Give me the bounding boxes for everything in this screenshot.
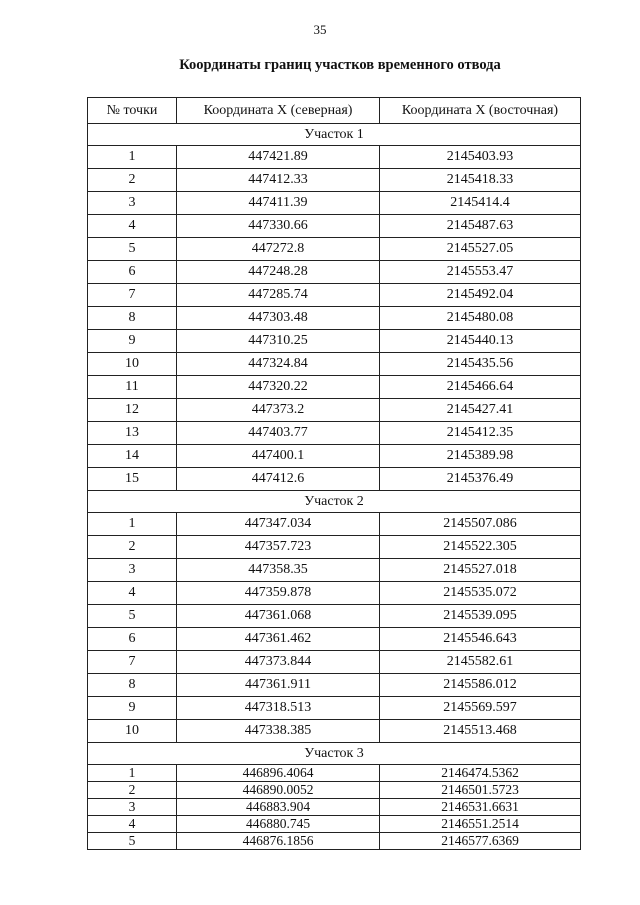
point-number-cell: 5 xyxy=(88,605,177,628)
table-row xyxy=(88,422,581,445)
table-row xyxy=(88,468,581,491)
table-row xyxy=(88,215,581,238)
point-number-cell: 4 xyxy=(88,582,177,605)
north-coordinate-cell: 447285.74 xyxy=(177,284,380,307)
point-number-cell: 14 xyxy=(88,445,177,468)
east-coordinate-cell: 2145586.012 xyxy=(380,674,581,697)
east-coordinate-cell: 2145553.47 xyxy=(380,261,581,284)
point-number-cell: 6 xyxy=(88,628,177,651)
point-number-cell: 10 xyxy=(88,353,177,376)
point-number-cell: 9 xyxy=(88,697,177,720)
east-coordinate-cell: 2145487.63 xyxy=(380,215,581,238)
section-row xyxy=(88,743,581,765)
east-coordinate-cell: 2145535.072 xyxy=(380,582,581,605)
north-coordinate-cell: 447330.66 xyxy=(177,215,380,238)
table-row xyxy=(88,816,581,833)
table-row xyxy=(88,697,581,720)
table-row xyxy=(88,765,581,782)
point-number-cell: 2 xyxy=(88,536,177,559)
north-coordinate-cell: 447347.034 xyxy=(177,513,380,536)
north-coordinate-cell: 447361.911 xyxy=(177,674,380,697)
point-number-cell: 4 xyxy=(88,816,177,833)
point-number-cell: 3 xyxy=(88,799,177,816)
east-coordinate-cell: 2145539.095 xyxy=(380,605,581,628)
east-coordinate-cell: 2145546.643 xyxy=(380,628,581,651)
point-number-cell: 2 xyxy=(88,782,177,799)
east-coordinate-cell: 2146551.2514 xyxy=(380,816,581,833)
east-coordinate-cell: 2145414.4 xyxy=(380,192,581,215)
east-coordinate-cell: 2146474.5362 xyxy=(380,765,581,782)
point-number-cell: 3 xyxy=(88,192,177,215)
section-title: Участок 3 xyxy=(88,743,581,765)
east-coordinate-cell: 2145376.49 xyxy=(380,468,581,491)
east-coordinate-cell: 2146577.6369 xyxy=(380,833,581,850)
east-coordinate-cell: 2146531.6631 xyxy=(380,799,581,816)
north-coordinate-cell: 446883.904 xyxy=(177,799,380,816)
north-coordinate-cell: 447248.28 xyxy=(177,261,380,284)
document-title: Координаты границ участков временного отвода xyxy=(179,57,501,73)
table-row xyxy=(88,651,581,674)
north-coordinate-cell: 447411.39 xyxy=(177,192,380,215)
north-coordinate-cell: 447373.844 xyxy=(177,651,380,674)
north-coordinate-cell: 447361.462 xyxy=(177,628,380,651)
north-coordinate-cell: 447324.84 xyxy=(177,353,380,376)
north-coordinate-cell: 446876.1856 xyxy=(177,833,380,850)
header-row xyxy=(88,98,581,124)
table-row xyxy=(88,582,581,605)
section-title: Участок 2 xyxy=(88,491,581,513)
point-number-cell: 15 xyxy=(88,468,177,491)
table-row xyxy=(88,399,581,422)
table-row xyxy=(88,799,581,816)
east-coordinate-cell: 2145427.41 xyxy=(380,399,581,422)
east-coordinate-cell: 2145527.018 xyxy=(380,559,581,582)
east-coordinate-cell: 2145412.35 xyxy=(380,422,581,445)
north-coordinate-cell: 447421.89 xyxy=(177,146,380,169)
section-row xyxy=(88,124,581,146)
point-number-cell: 13 xyxy=(88,422,177,445)
point-number-cell: 10 xyxy=(88,720,177,743)
point-number-cell: 1 xyxy=(88,765,177,782)
east-coordinate-cell: 2145480.08 xyxy=(380,307,581,330)
east-coordinate-cell: 2145582.61 xyxy=(380,651,581,674)
table-header xyxy=(88,98,581,124)
column-header-north-coordinate: Координата X (северная) xyxy=(177,98,380,124)
north-coordinate-cell: 447412.6 xyxy=(177,468,380,491)
east-coordinate-cell: 2146501.5723 xyxy=(380,782,581,799)
point-number-cell: 6 xyxy=(88,261,177,284)
point-number-cell: 8 xyxy=(88,307,177,330)
north-coordinate-cell: 447272.8 xyxy=(177,238,380,261)
table-row xyxy=(88,261,581,284)
table-row xyxy=(88,169,581,192)
north-coordinate-cell: 447357.723 xyxy=(177,536,380,559)
north-coordinate-cell: 447303.48 xyxy=(177,307,380,330)
east-coordinate-cell: 2145466.64 xyxy=(380,376,581,399)
east-coordinate-cell: 2145527.05 xyxy=(380,238,581,261)
column-header-east-coordinate: Координата X (восточная) xyxy=(380,98,581,124)
table-row xyxy=(88,720,581,743)
section-row xyxy=(88,491,581,513)
table-row xyxy=(88,833,581,850)
table-row xyxy=(88,330,581,353)
point-number-cell: 1 xyxy=(88,146,177,169)
point-number-cell: 2 xyxy=(88,169,177,192)
table-row xyxy=(88,536,581,559)
north-coordinate-cell: 447320.22 xyxy=(177,376,380,399)
east-coordinate-cell: 2145435.56 xyxy=(380,353,581,376)
east-coordinate-cell: 2145403.93 xyxy=(380,146,581,169)
table-row xyxy=(88,782,581,799)
north-coordinate-cell: 446896.4064 xyxy=(177,765,380,782)
north-coordinate-cell: 447361.068 xyxy=(177,605,380,628)
table-row xyxy=(88,376,581,399)
table-row xyxy=(88,146,581,169)
north-coordinate-cell: 447338.385 xyxy=(177,720,380,743)
north-coordinate-cell: 447359.878 xyxy=(177,582,380,605)
point-number-cell: 9 xyxy=(88,330,177,353)
table-row xyxy=(88,284,581,307)
point-number-cell: 7 xyxy=(88,284,177,307)
point-number-cell: 11 xyxy=(88,376,177,399)
north-coordinate-cell: 447400.1 xyxy=(177,445,380,468)
north-coordinate-cell: 447318.513 xyxy=(177,697,380,720)
north-coordinate-cell: 446880.745 xyxy=(177,816,380,833)
east-coordinate-cell: 2145418.33 xyxy=(380,169,581,192)
table-row xyxy=(88,445,581,468)
column-header-point-number: № точки xyxy=(88,98,177,124)
point-number-cell: 4 xyxy=(88,215,177,238)
table-row xyxy=(88,238,581,261)
table-row xyxy=(88,307,581,330)
east-coordinate-cell: 2145513.468 xyxy=(380,720,581,743)
north-coordinate-cell: 446890.0052 xyxy=(177,782,380,799)
table-row xyxy=(88,674,581,697)
point-number-cell: 3 xyxy=(88,559,177,582)
east-coordinate-cell: 2145507.086 xyxy=(380,513,581,536)
table-row xyxy=(88,605,581,628)
point-number-cell: 5 xyxy=(88,833,177,850)
north-coordinate-cell: 447373.2 xyxy=(177,399,380,422)
point-number-cell: 12 xyxy=(88,399,177,422)
north-coordinate-cell: 447358.35 xyxy=(177,559,380,582)
point-number-cell: 5 xyxy=(88,238,177,261)
section-title: Участок 1 xyxy=(88,124,581,146)
east-coordinate-cell: 2145492.04 xyxy=(380,284,581,307)
table-row xyxy=(88,513,581,536)
table-row xyxy=(88,192,581,215)
north-coordinate-cell: 447310.25 xyxy=(177,330,380,353)
point-number-cell: 8 xyxy=(88,674,177,697)
table-row xyxy=(88,559,581,582)
coordinates-table xyxy=(87,97,581,850)
north-coordinate-cell: 447412.33 xyxy=(177,169,380,192)
east-coordinate-cell: 2145569.597 xyxy=(380,697,581,720)
point-number-cell: 7 xyxy=(88,651,177,674)
east-coordinate-cell: 2145389.98 xyxy=(380,445,581,468)
table-row xyxy=(88,628,581,651)
north-coordinate-cell: 447403.77 xyxy=(177,422,380,445)
table-row xyxy=(88,353,581,376)
point-number-cell: 1 xyxy=(88,513,177,536)
east-coordinate-cell: 2145440.13 xyxy=(380,330,581,353)
east-coordinate-cell: 2145522.305 xyxy=(380,536,581,559)
page-number: 35 xyxy=(313,22,327,37)
table-body xyxy=(88,124,581,850)
